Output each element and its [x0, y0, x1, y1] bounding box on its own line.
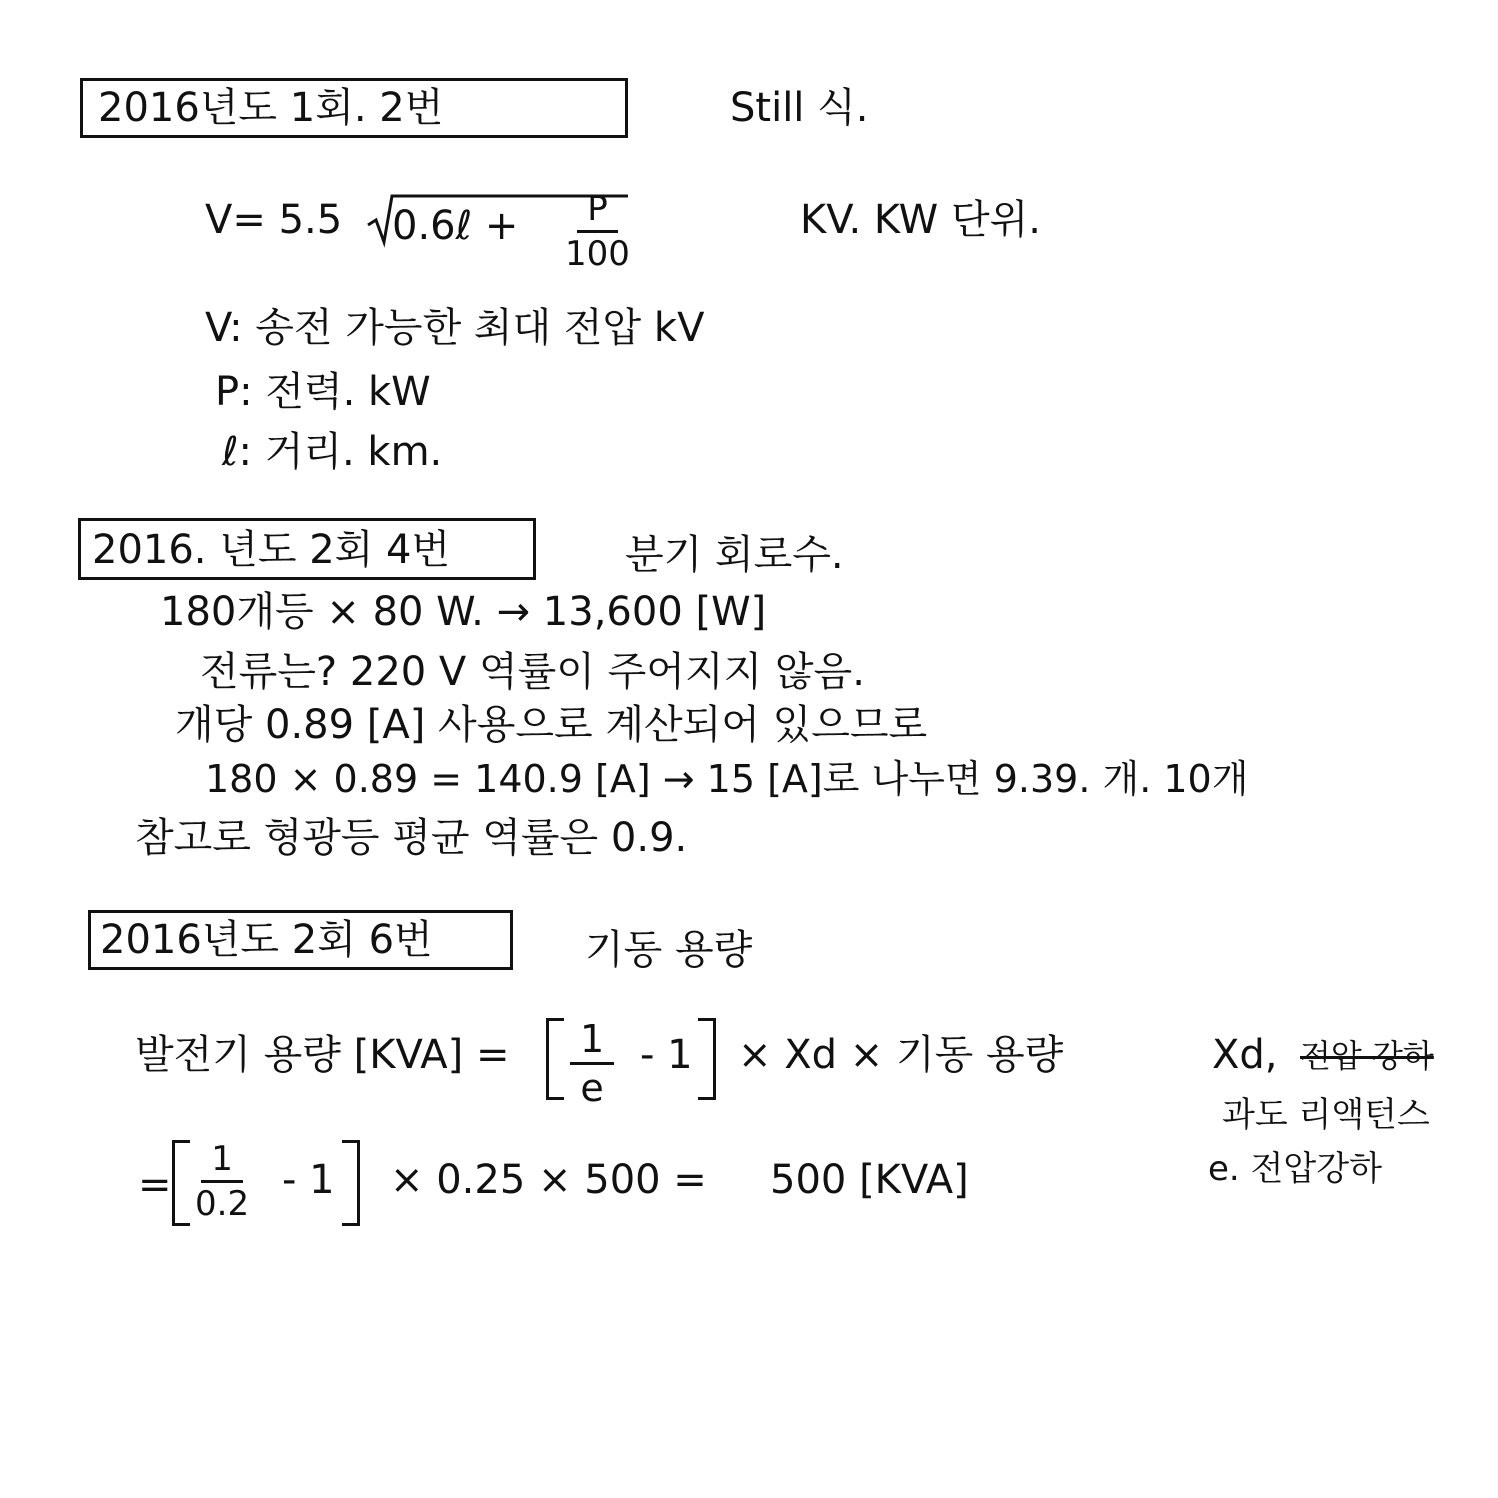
side-note-xd-struck: 전압 강하 — [1300, 1037, 1434, 1075]
eq2-left-bracket — [172, 1140, 190, 1226]
section3-eq2-rhs: × 0.25 × 500 = — [390, 1157, 707, 1203]
section3-eq1-rhs: × Xd × 기동 용량 — [738, 1032, 1064, 1078]
eq1-left-bracket — [546, 1018, 564, 1100]
section2-line-per-unit: 개당 0.89 [A] 사용으로 계산되어 있으므로 — [175, 702, 928, 748]
section1-formula-radicand: 0.6ℓ + — [392, 203, 519, 249]
section3-eq2-lhs: = — [138, 1162, 172, 1208]
eq2-fraction-numerator: 1 — [201, 1142, 243, 1183]
fraction-denominator: 100 — [565, 234, 630, 274]
section3-eq2-fraction — [195, 1139, 250, 1224]
section1-def-distance: ℓ: 거리. km. — [222, 429, 443, 475]
section3-eq1-lhs: 발전기 용량 [KVA] = — [135, 1032, 510, 1078]
section1-header: 2016년도 1회. 2번 — [98, 85, 444, 131]
eq1-right-bracket — [698, 1018, 716, 1100]
fraction-numerator: P — [577, 192, 618, 233]
side-note-xd-definition: 과도 리액턴스 — [1222, 1095, 1430, 1135]
section3-header: 2016년도 2회 6번 — [100, 917, 433, 963]
section2-line-note: 참고로 형광등 평균 역률은 0.9. — [135, 815, 688, 861]
eq2-right-bracket — [342, 1140, 360, 1226]
side-note-xd: Xd, — [1212, 1032, 1278, 1078]
section3-eq2-after-fraction: - 1 — [282, 1157, 335, 1203]
eq1-fraction-denominator: e — [580, 1066, 604, 1110]
section1-def-power: P: 전력. kW — [215, 369, 431, 415]
section3-topic: 기동 용량 — [585, 927, 753, 973]
section2-topic: 분기 회로수. — [625, 532, 844, 578]
section1-formula-prefix: V= 5.5 — [205, 197, 343, 243]
section1-def-voltage: V: 송전 가능한 최대 전압 kV — [205, 305, 705, 351]
eq1-fraction-numerator: 1 — [570, 1020, 614, 1065]
section3-eq1-fraction — [570, 1017, 614, 1110]
section2-line-calc: 180 × 0.89 = 140.9 [A] → 15 [A]로 나누면 9.39. 개. 10개 — [205, 757, 1249, 801]
section1-units-note: KV. KW 단위. — [800, 197, 1041, 243]
section2-line-current: 전류는? 220 V 역률이 주어지지 않음. — [200, 649, 865, 695]
section2-header: 2016. 년도 2회 4번 — [92, 527, 451, 573]
section3-eq2-result: 500 [KVA] — [770, 1157, 969, 1203]
section1-formula-fraction — [565, 189, 630, 274]
eq2-fraction-denominator: 0.2 — [195, 1184, 250, 1224]
side-note-e: e. 전압강하 — [1208, 1149, 1382, 1189]
section1-topic: Still 식. — [730, 85, 869, 131]
section2-line-load: 180개등 × 80 W. → 13,600 [W] — [160, 589, 767, 635]
section3-eq1-after-fraction: - 1 — [640, 1032, 693, 1078]
